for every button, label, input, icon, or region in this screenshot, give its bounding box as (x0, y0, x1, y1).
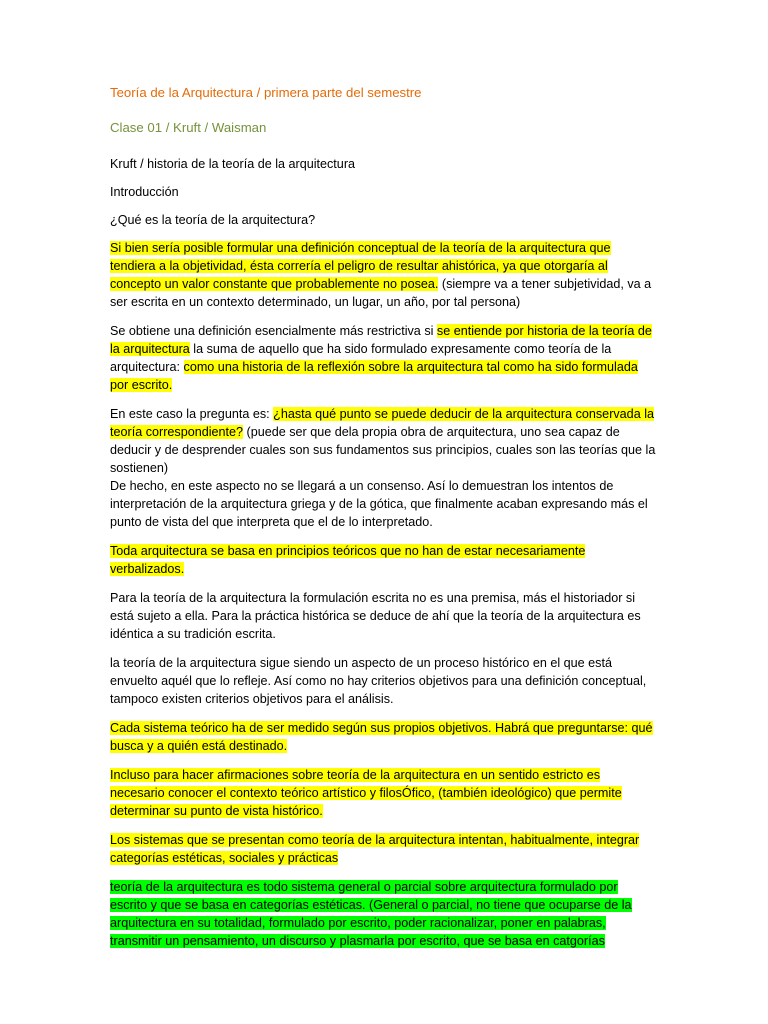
paragraph-5 (110, 542, 658, 578)
paragraph-9 (110, 766, 658, 820)
paragraph-1 (110, 239, 658, 311)
highlight-1: Si bien sería posible formular una definición conceptual de la teoría de la arquitectura que tendiera a la objetividad, ésta correría el peligro de resultar ahistórica, ya que otorgaría al concepto un valor constante que probablemente no posea. (110, 241, 611, 291)
highlight-9: Incluso para hacer afirmaciones sobre teoría de la arquitectura en un sentido estricto es necesario conocer el contexto teórico artístico y filosÓfico, (también ideológico) que permite determinar su punto de vista histórico. (110, 768, 622, 818)
paragraph-1-text: (siempre va a tener subjetividad, va a ser escrita en un contexto determinado, un lugar, un año, por tal persona) (110, 277, 652, 309)
paragraph-11 (110, 878, 658, 950)
highlight-8: Cada sistema teórico ha de ser medido según sus propios objetivos. Habrá que preguntarse: qué busca y a quién está destinado. (110, 721, 653, 753)
paragraph-3 (110, 405, 658, 477)
paragraph-6: Para la teoría de la arquitectura la formulación escrita no es una premisa, más el historiador si está sujeto a ella. Para la práctica histórica se deduce de ahí que la teoría de la arquitectura es idéntica a su tradición escrita. (110, 591, 641, 641)
paragraph-2-text-a: Se obtiene una definición esencialmente más restrictiva si (110, 324, 437, 338)
paragraph-4: De hecho, en este aspecto no se llegará a un consenso. Así lo demuestran los intentos de interpretación de la arquitectura griega y de la gótica, que finalmente acaban expresando más el punto de vista del que interpreta que el de lo interpretado. (110, 479, 648, 529)
section-heading: Kruft / historia de la teoría de la arquitectura (110, 157, 356, 171)
highlight-3: ¿hasta qué punto se puede deducir de la arquitectura conservada la teoría correspondiente? (110, 407, 654, 439)
document-body (110, 84, 658, 961)
highlight-2a: se entiende por historia de la teoría de la arquitectura (110, 324, 652, 356)
highlight-10: Los sistemas que se presentan como teoría de la arquitectura intentan, habitualmente, integrar categorías estéticas, sociales y prácticas (110, 833, 640, 865)
paragraph-2 (110, 322, 658, 394)
highlight-5: Toda arquitectura se basa en principios teóricos que no han de estar necesariamente verbalizados. (110, 544, 586, 576)
document-title: Teoría de la Arquitectura / primera parte del semestre (110, 85, 422, 100)
question-heading: ¿Qué es la teoría de la arquitectura? (110, 213, 316, 227)
paragraph-2-text-b: la suma de aquello que ha sido formulado expresamente como teoría de la arquitectura: (110, 342, 612, 374)
paragraph-8 (110, 719, 658, 755)
document-subtitle: Clase 01 / Kruft / Waisman (110, 120, 267, 135)
highlight-2b: como una historia de la reflexión sobre la arquitectura tal como ha sido formulada por escrito. (110, 360, 638, 392)
paragraph-7: la teoría de la arquitectura sigue siendo un aspecto de un proceso histórico en el que está envuelto aquél que lo refleje. Así como no hay criterios objetivos para una definición conceptual, tampoco existen criterios objetivos para el análisis. (110, 656, 647, 706)
paragraph-10 (110, 831, 658, 867)
paragraph-3-text-a: En este caso la pregunta es: (110, 407, 274, 421)
section-introduction: Introducción (110, 185, 179, 199)
highlight-11: teoría de la arquitectura es todo sistema general o parcial sobre arquitectura formulado por escrito y que se basa en categorías estéticas. (General o parcial, no tiene que ocuparse de la arquitectura en su totalidad, formulado por escrito, poder racionalizar, poner en palabras, transmitir un pensamiento, un discurso y plasmarla por escrito, que se basa en catgorías (110, 880, 632, 948)
paragraph-3-text-b: (puede ser que dela propia obra de arquitectura, uno sea capaz de deducir y de desprender cuales son sus fundamentos sus principios, cuales son las teorías que la sostienen) (110, 425, 656, 475)
